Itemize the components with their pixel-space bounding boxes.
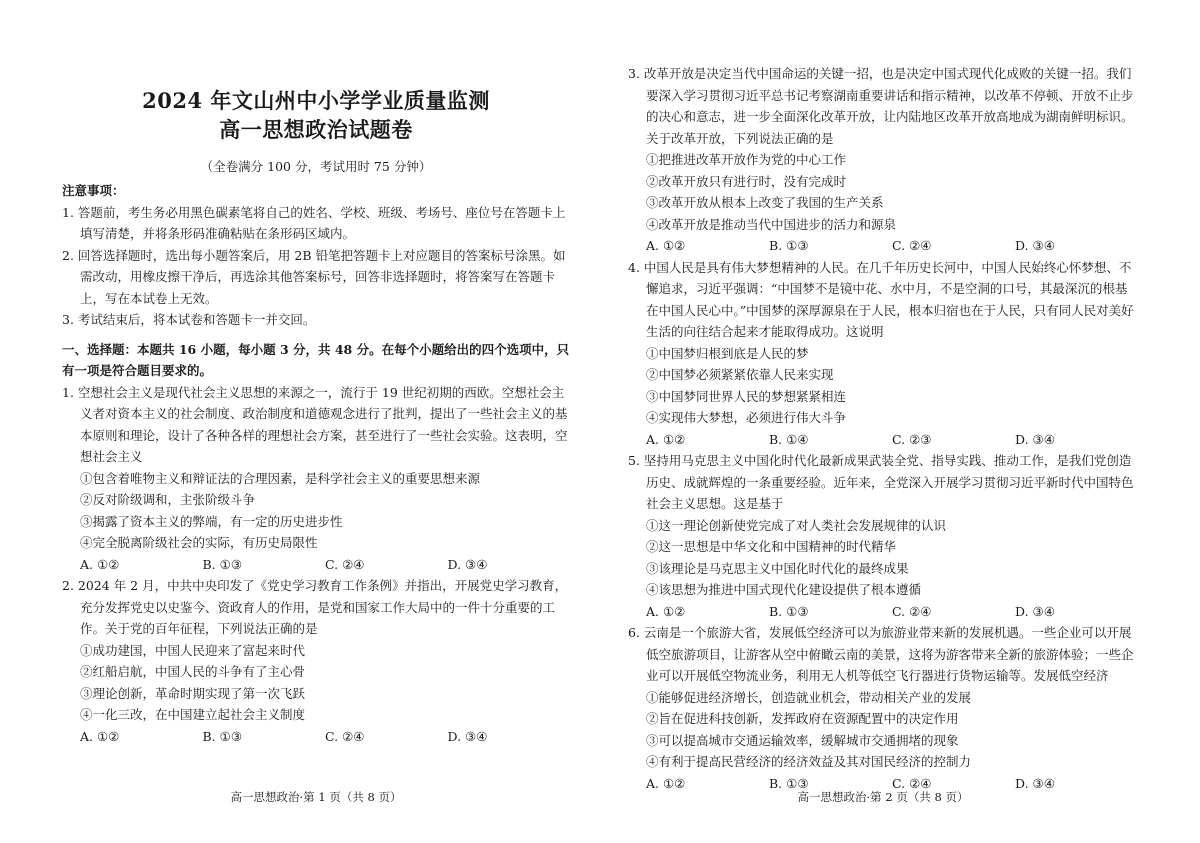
question-option: ③可以提高城市交通运输效率，缓解城市交通拥堵的现象 xyxy=(646,732,959,748)
question-option: ③中国梦同世界人民的梦想紧紧相连 xyxy=(646,388,847,404)
page-footer: 高一思想政治·第 1 页（共 8 页） xyxy=(230,790,402,804)
question-option: ②红船启航，中国人民的斗争有了主心骨 xyxy=(80,664,306,679)
question-stem: 1. 空想社会主义是现代社会主义思想的来源之一，流行于 19 世纪初期的西欧。空想社会主义者对资本主义的社会制度、政治制度和道德观念进行了批判，提出了一些社会主义的基本原则和理论，设计了各种各样的理想社会方案，甚至进行了一些社会实验。这表明，空想社会主义 xyxy=(62,384,568,464)
choice-c: C. ②④ xyxy=(892,775,932,791)
question-option: ①中国梦归根到底是人民的梦 xyxy=(646,345,809,361)
question-3 xyxy=(628,63,1138,257)
choice-b: B. ①③ xyxy=(769,603,809,619)
page-footer: 高一思想政治·第 2 页（共 8 页） xyxy=(797,790,969,804)
question-option: ①成功建国，中国人民迎来了富起来时代 xyxy=(80,642,306,658)
page-1 xyxy=(62,0,570,843)
question-option: ③该理论是马克思主义中国化时代化的最终成果 xyxy=(646,560,909,576)
choice-d: D. ③④ xyxy=(1015,775,1055,791)
question-option: ②旨在促进科技创新，发挥政府在资源配置中的决定作用 xyxy=(646,711,959,726)
question-stem: 4. 中国人民是具有伟大梦想精神的人民。在几千年历史长河中，中国人民始终心怀梦想、不懈追求，习近平强调：“中国梦不是镜中花、水中月，不是空洞的口号，其最深沉的根基在中国人民心中。”中国梦的深厚源泉在于人民，根本归宿也在于人民，只有同人民对美好生活的向往结合起来才能取得成功。这说明 xyxy=(628,259,1134,339)
question-option: ②反对阶级调和，主张阶级斗争 xyxy=(80,492,256,507)
question-stem: 3. 改革开放是决定当代中国命运的关键一招，也是决定中国式现代化成败的关键一招。我们要深入学习贯彻习近平总书记考察湖南重要讲话和指示精神，以改革不停顿、开放不止步的决心和意志，进一步全面深化改革开放，让内陆地区改革开放高地成为湖南鲜明标识。关于改革开放，下列说法正确的是 xyxy=(628,66,1134,146)
question-5 xyxy=(628,450,1138,622)
choice-d: D. ③④ xyxy=(1015,431,1055,447)
answer-choices xyxy=(628,601,1138,623)
choice-c: C. ②④ xyxy=(325,728,365,744)
question-option: ②改革开放只有进行时，没有完成时 xyxy=(646,173,847,189)
choice-a: A. ①② xyxy=(80,556,120,572)
choice-a: A. ①② xyxy=(646,238,686,253)
choice-d: D. ③④ xyxy=(447,728,488,744)
question-6 xyxy=(628,622,1138,794)
question-stem: 5. 坚持用马克思主义中国化时代化最新成果武装全党、指导实践、推动工作，是我们党创造历史、成就辉煌的一条重要经验。近年来，全党深入开展学习贯彻习近平新时代中国特色社会主义思想。这是基于 xyxy=(628,453,1134,511)
choice-d: D. ③④ xyxy=(447,556,488,572)
choice-b: B. ①③ xyxy=(202,728,243,744)
answer-choices xyxy=(62,554,570,576)
notice-item: 2. 回答选择题时，选出每小题答案后，用 2B 铅笔把答题卡上对应题目的答案标号涂黑。如需改动，用橡皮擦干净后，再选涂其他答案标号，回答非选择题时，将答案写在答题卡上，写在本试卷上无效。 xyxy=(62,247,566,306)
question-option: ①这一理论创新使党完成了对人类社会发展规律的认识 xyxy=(646,517,947,533)
question-option: ①把推进改革开放作为党的中心工作 xyxy=(646,152,847,167)
question-option: ②这一思想是中华文化和中国精神的时代精华 xyxy=(646,539,897,554)
section-heading xyxy=(62,339,570,382)
question-option: ④完全脱离阶级社会的实际，有历史局限性 xyxy=(80,535,318,550)
choice-a: A. ①② xyxy=(646,775,686,791)
question-option: ④有利于提高民营经济的经济效益及其对国民经济的控制力 xyxy=(646,754,972,769)
choice-c: C. ②④ xyxy=(325,556,365,572)
choice-b: B. ①③ xyxy=(202,556,243,572)
choice-c: C. ②④ xyxy=(892,238,932,253)
choice-b: B. ①③ xyxy=(769,238,809,253)
choice-d: D. ③④ xyxy=(1015,603,1055,619)
question-option: ④实现伟大梦想，必须进行伟大斗争 xyxy=(646,410,847,425)
question-option: ③改革开放从根本上改变了我国的生产关系 xyxy=(646,195,884,210)
notice-heading: 注意事项： xyxy=(62,183,125,198)
exam-subtitle: （全卷满分 100 分，考试用时 75 分钟） xyxy=(200,159,432,174)
choice-b: B. ①③ xyxy=(769,775,809,791)
question-2 xyxy=(62,575,570,747)
question-option: ③揭露了资本主义的弊端，有一定的历史进步性 xyxy=(80,513,343,529)
exam-title-line1: 2024 年文山州中小学学业质量监测 xyxy=(142,88,490,113)
choice-c: C. ②④ xyxy=(892,603,932,619)
question-option: ②中国梦必须紧紧依靠人民来实现 xyxy=(646,367,834,382)
question-option: ④改革开放是推动当代中国进步的活力和源泉 xyxy=(646,216,897,232)
question-stem: 2. 2024 年 2 月，中共中央印发了《党史学习教育工作条例》并指出，开展党史学习教育，充分发挥党史以史鉴今、资政育人的作用，是党和国家工作大局中的一件十分重要的工作。关于党的百年征程，下列说法正确的是 xyxy=(62,578,568,636)
question-1 xyxy=(62,382,570,576)
choice-a: A. ①② xyxy=(646,603,686,619)
choice-a: A. ①② xyxy=(646,431,686,447)
question-option: ①包含着唯物主义和辩证法的合理因素，是科学社会主义的重要思想来源 xyxy=(80,470,481,486)
choice-c: C. ②③ xyxy=(892,431,932,447)
question-option: ①能够促进经济增长，创造就业机会，带动相关产业的发展 xyxy=(646,689,972,705)
question-stem: 6. 云南是一个旅游大省，发展低空经济可以为旅游业带来新的发展机遇。一些企业可以开展低空旅游项目，让游客从空中俯瞰云南的美景，这将为游客带来全新的旅游体验；一些企业可以开展低空物流业务，利用无人机等低空飞行器进行货物运输等。发展低空经济 xyxy=(628,625,1134,683)
choice-b: B. ①④ xyxy=(769,431,809,447)
choice-d: D. ③④ xyxy=(1015,238,1055,253)
question-option: ④该思想为推进中国式现代化建设提供了根本遵循 xyxy=(646,582,922,597)
question-4 xyxy=(628,257,1138,451)
question-option: ④一化三改，在中国建立起社会主义制度 xyxy=(80,707,306,722)
page-2 xyxy=(628,0,1138,843)
question-option: ③理论创新，革命时期实现了第一次飞跃 xyxy=(80,685,306,701)
notice-item: 1. 答题前，考生务必用黑色碳素笔将自己的姓名、学校、班级、考场号、座位号在答题卡上填写清楚，并将条形码准确粘贴在条形码区域内。 xyxy=(62,204,566,241)
section-heading-text: 一、选择题：本题共 16 小题，每小题 3 分，共 48 分。在每个小题给出的四个选项中，只有一项是符合题目要求的。 xyxy=(62,341,570,378)
notice-item: 3. 考试结束后，将本试卷和答题卡一并交回。 xyxy=(62,312,316,327)
answer-choices xyxy=(628,429,1138,451)
answer-choices xyxy=(628,235,1138,257)
choice-a: A. ①② xyxy=(80,728,120,744)
exam-title-line2: 高一思想政治试题卷 xyxy=(219,117,413,142)
answer-choices xyxy=(62,726,570,748)
